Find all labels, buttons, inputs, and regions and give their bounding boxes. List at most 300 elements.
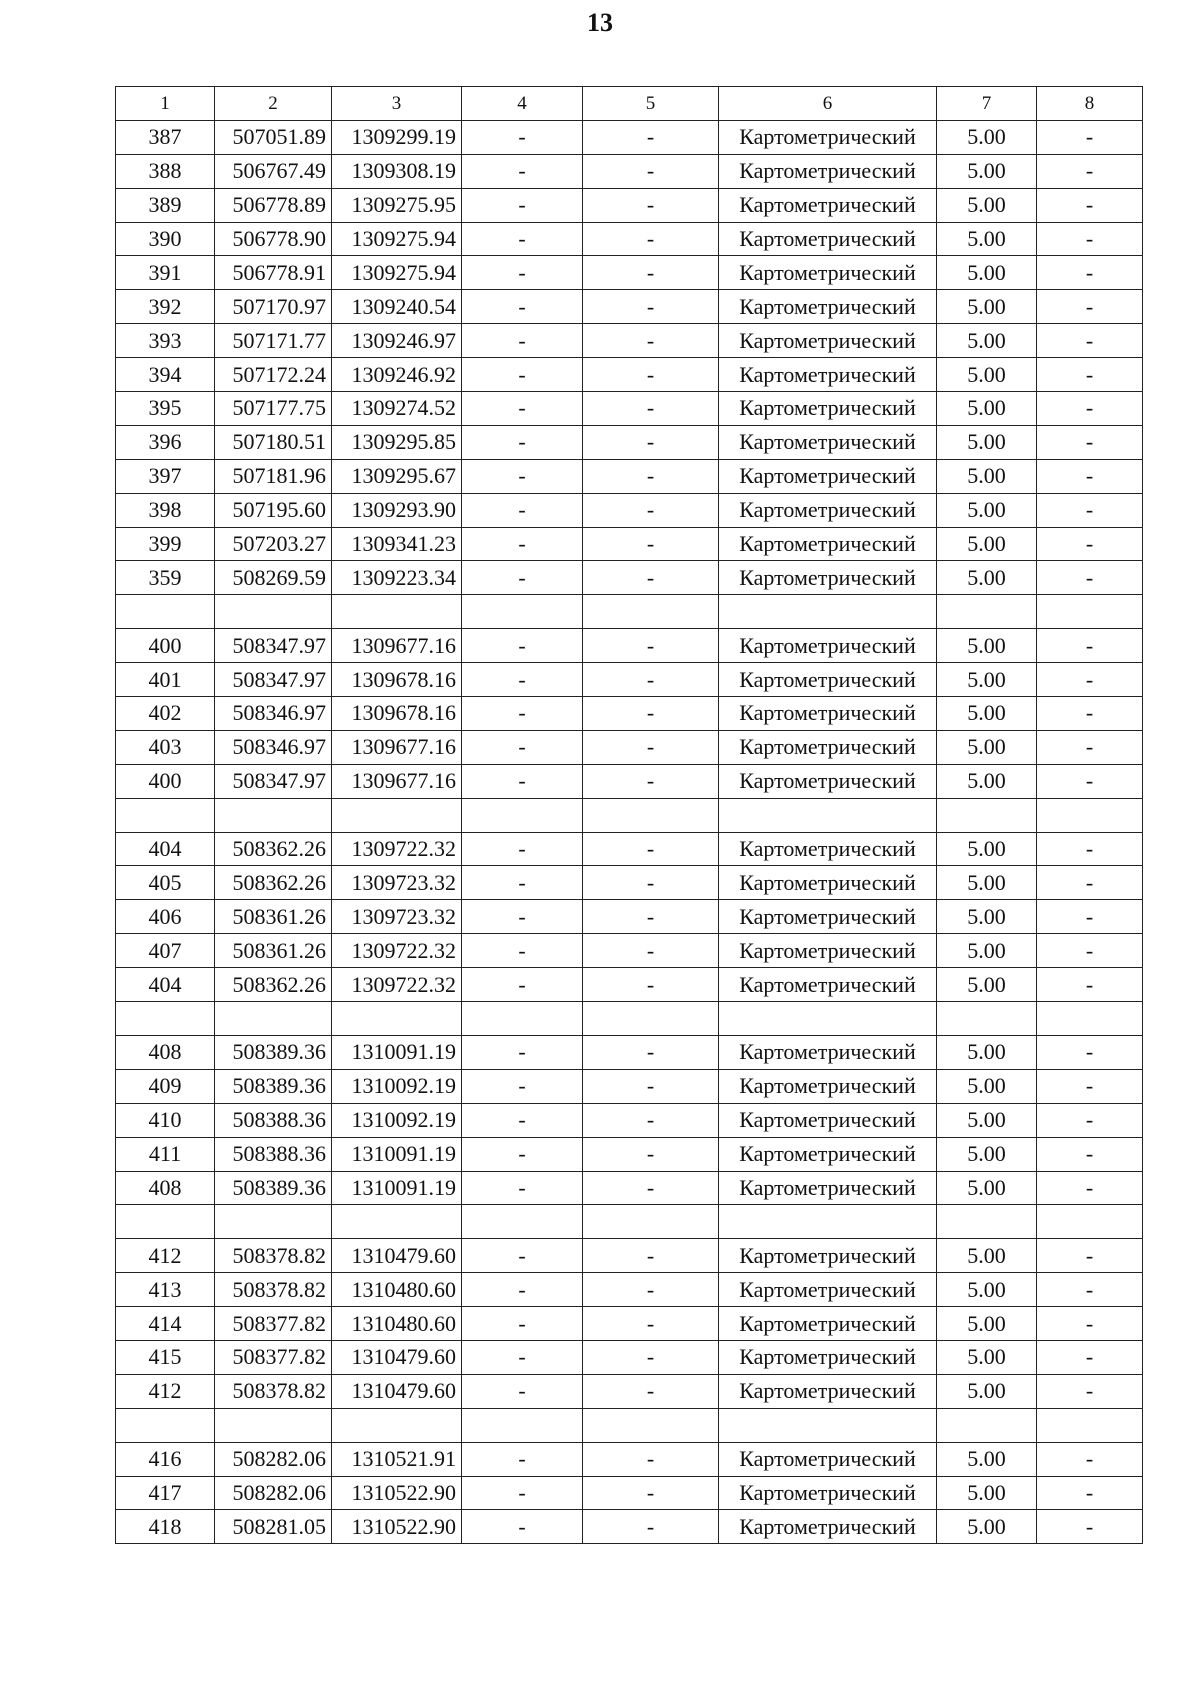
table-cell: 1310480.60 [332,1273,462,1307]
table-cell: - [1037,425,1143,459]
table-cell: 508378.82 [215,1374,332,1408]
table-cell: - [1037,1510,1143,1544]
table-cell: - [583,527,719,561]
table-cell: - [583,493,719,527]
table-cell: - [1037,188,1143,222]
table-row [116,1442,1143,1476]
table-cell: - [583,1239,719,1273]
table-row [116,1476,1143,1510]
table-cell: 5.00 [937,629,1037,663]
table-cell: 1309240.54 [332,290,462,324]
table-cell: - [583,697,719,731]
table-cell [1037,1205,1143,1239]
table-cell: 1309723.32 [332,866,462,900]
table-cell: 5.00 [937,256,1037,290]
table-cell: - [462,527,583,561]
table-cell: - [462,1476,583,1510]
table-cell: 5.00 [937,222,1037,256]
table-cell: 507170.97 [215,290,332,324]
table-cell: - [462,900,583,934]
table-cell: 508388.36 [215,1103,332,1137]
table-row [116,1340,1143,1374]
table-cell: 416 [116,1442,215,1476]
table-cell: - [583,1069,719,1103]
table-cell: - [462,1307,583,1341]
table-cell: 418 [116,1510,215,1544]
table-cell: 507195.60 [215,493,332,527]
table-cell [719,1205,937,1239]
table-cell [332,1408,462,1442]
table-cell: - [1037,493,1143,527]
table-body [116,120,1143,1543]
table-cell: Картометрический [719,1171,937,1205]
table-row [116,900,1143,934]
table-cell: 5.00 [937,1069,1037,1103]
table-cell: 408 [116,1035,215,1069]
table-cell: - [1037,764,1143,798]
table-cell: - [1037,120,1143,154]
table-cell: 508361.26 [215,934,332,968]
coordinates-table [115,86,1143,1544]
table-cell [719,1408,937,1442]
table-cell: - [583,1374,719,1408]
table-cell [215,798,332,832]
table-cell: - [1037,256,1143,290]
table-cell: - [462,120,583,154]
table-cell: 1309678.16 [332,697,462,731]
table-row [116,1103,1143,1137]
table-cell [332,1002,462,1036]
table-cell: - [583,1510,719,1544]
table-cell: 5.00 [937,1035,1037,1069]
table-cell: 508388.36 [215,1137,332,1171]
column-header-4: 4 [462,87,583,121]
table-cell: 396 [116,425,215,459]
table-cell: 5.00 [937,392,1037,426]
table-cell: Картометрический [719,425,937,459]
table-cell: 389 [116,188,215,222]
table-row [116,561,1143,595]
table-cell: 1309246.97 [332,324,462,358]
table-cell: 1310479.60 [332,1340,462,1374]
table-cell: Картометрический [719,764,937,798]
table-cell: Картометрический [719,1035,937,1069]
table-cell: - [583,222,719,256]
table-cell: - [462,934,583,968]
table-cell: Картометрический [719,1510,937,1544]
table-cell: 507172.24 [215,358,332,392]
table-cell [116,1002,215,1036]
table-cell: - [1037,154,1143,188]
table-cell: 1309295.85 [332,425,462,459]
table-cell: 1309678.16 [332,663,462,697]
table-cell: 5.00 [937,324,1037,358]
table-cell: 1309275.94 [332,222,462,256]
table-cell: 508362.26 [215,832,332,866]
table-cell: 393 [116,324,215,358]
table-cell: 401 [116,663,215,697]
table-cell: - [1037,561,1143,595]
table-cell [332,798,462,832]
table-cell: 508282.06 [215,1442,332,1476]
table-cell: - [1037,663,1143,697]
table-cell: - [583,663,719,697]
table-cell: 1310521.91 [332,1442,462,1476]
table-cell: - [1037,290,1143,324]
table-cell: - [462,968,583,1002]
table-cell: 508281.05 [215,1510,332,1544]
table-cell: - [583,1476,719,1510]
table-cell: 1310091.19 [332,1137,462,1171]
table-row [116,1137,1143,1171]
table-cell: - [583,154,719,188]
table-cell: - [462,188,583,222]
table-cell: - [583,256,719,290]
table-row [116,968,1143,1002]
table-cell: 417 [116,1476,215,1510]
table-cell [937,1408,1037,1442]
table-cell: 412 [116,1239,215,1273]
table-cell: 508378.82 [215,1239,332,1273]
table-cell: - [583,629,719,663]
column-header-5: 5 [583,87,719,121]
table-cell: Картометрический [719,1476,937,1510]
table-cell: - [462,1103,583,1137]
table-cell: - [583,832,719,866]
table-cell: - [1037,1069,1143,1103]
table-cell: 404 [116,968,215,1002]
table-cell: Картометрический [719,1137,937,1171]
table-cell: - [462,663,583,697]
table-cell: 5.00 [937,1103,1037,1137]
table-cell: - [1037,1476,1143,1510]
table-cell: - [583,1307,719,1341]
table-cell [937,1002,1037,1036]
table-cell: Картометрический [719,832,937,866]
table-cell: 405 [116,866,215,900]
table-cell: 392 [116,290,215,324]
table-cell: 1309308.19 [332,154,462,188]
table-cell [462,595,583,629]
table-cell: - [462,358,583,392]
table-cell: 414 [116,1307,215,1341]
table-cell: - [1037,866,1143,900]
table-cell: 5.00 [937,1307,1037,1341]
table-row [116,154,1143,188]
table-row [116,459,1143,493]
table-cell: 506778.89 [215,188,332,222]
table-cell: 1309341.23 [332,527,462,561]
separator-row [116,1408,1143,1442]
table-cell: 5.00 [937,493,1037,527]
table-cell: 1309677.16 [332,629,462,663]
table-header [116,87,1143,121]
table-cell: - [462,730,583,764]
table-cell: 1309275.95 [332,188,462,222]
table-cell [462,1408,583,1442]
table-cell: 507171.77 [215,324,332,358]
table-cell: 412 [116,1374,215,1408]
table-row [116,188,1143,222]
table-cell: - [462,1171,583,1205]
table-cell: - [462,764,583,798]
table-cell: 1310479.60 [332,1374,462,1408]
table-cell: - [462,561,583,595]
separator-row [116,1205,1143,1239]
separator-row [116,595,1143,629]
table-cell [719,1002,937,1036]
table-cell: 5.00 [937,188,1037,222]
table-cell: - [462,1374,583,1408]
table-row [116,392,1143,426]
table-cell: 408 [116,1171,215,1205]
table-cell: - [462,392,583,426]
table-row [116,120,1143,154]
table-cell: - [583,188,719,222]
table-cell: 1309677.16 [332,764,462,798]
table-cell: 5.00 [937,1476,1037,1510]
table-cell: 1310522.90 [332,1510,462,1544]
table-cell: - [583,764,719,798]
table-cell: - [462,290,583,324]
table-cell: 406 [116,900,215,934]
table-cell: 506778.91 [215,256,332,290]
table-cell [583,798,719,832]
table-cell: - [462,1510,583,1544]
table-row [116,832,1143,866]
table-cell: 399 [116,527,215,561]
column-header-3: 3 [332,87,462,121]
table-cell: 5.00 [937,832,1037,866]
table-cell: 1309722.32 [332,832,462,866]
table-cell [462,798,583,832]
table-cell: - [462,425,583,459]
table-cell [332,1205,462,1239]
table-cell: - [462,1137,583,1171]
table-cell [462,1205,583,1239]
table-cell: Картометрический [719,1273,937,1307]
table-cell [583,1205,719,1239]
table-cell: - [1037,1442,1143,1476]
separator-row [116,1002,1143,1036]
table-row [116,1307,1143,1341]
table-cell [215,595,332,629]
table-row [116,1239,1143,1273]
table-row [116,1171,1143,1205]
table-cell: 391 [116,256,215,290]
table-cell: 1309275.94 [332,256,462,290]
table-cell: - [1037,900,1143,934]
table-row [116,764,1143,798]
table-cell: 1310092.19 [332,1103,462,1137]
table-cell: - [1037,324,1143,358]
table-row [116,866,1143,900]
table-cell: 506778.90 [215,222,332,256]
table-cell: 1309293.90 [332,493,462,527]
table-cell: Картометрический [719,900,937,934]
table-cell: - [462,1239,583,1273]
table-cell [937,1205,1037,1239]
table-cell: 5.00 [937,900,1037,934]
table-row [116,527,1143,561]
table-cell: - [1037,1137,1143,1171]
table-cell: - [1037,1273,1143,1307]
table-cell: Картометрический [719,934,937,968]
table-cell: 506767.49 [215,154,332,188]
table-cell: 1309223.34 [332,561,462,595]
table-cell: 508378.82 [215,1273,332,1307]
table-cell: - [462,1442,583,1476]
table-cell [937,595,1037,629]
page-number: 13 [587,8,613,37]
table-cell [116,1205,215,1239]
table-cell: - [1037,697,1143,731]
table-cell: - [1037,1103,1143,1137]
table-cell [583,1002,719,1036]
table-cell: - [462,256,583,290]
table-cell: 508282.06 [215,1476,332,1510]
table-cell: 387 [116,120,215,154]
table-cell [332,595,462,629]
table-cell [116,1408,215,1442]
table-row [116,222,1143,256]
table-cell: 5.00 [937,1340,1037,1374]
table-row [116,1510,1143,1544]
table-cell: 410 [116,1103,215,1137]
table-cell: 5.00 [937,561,1037,595]
table-cell: 5.00 [937,120,1037,154]
table-cell: 1309722.32 [332,934,462,968]
table-cell: - [462,493,583,527]
table-cell: 388 [116,154,215,188]
table-cell: Картометрический [719,1442,937,1476]
table-cell: 507180.51 [215,425,332,459]
table-cell [583,595,719,629]
column-header-8: 8 [1037,87,1143,121]
table-cell: 1310092.19 [332,1069,462,1103]
column-header-6: 6 [719,87,937,121]
table-cell: Картометрический [719,493,937,527]
table-cell: - [583,1171,719,1205]
table-cell: 5.00 [937,1374,1037,1408]
table-cell: - [1037,1340,1143,1374]
table-cell: 1310091.19 [332,1171,462,1205]
table-row [116,425,1143,459]
table-cell: - [1037,730,1143,764]
table-row [116,1273,1143,1307]
table-cell: Картометрический [719,392,937,426]
table-cell: Картометрический [719,697,937,731]
column-header-2: 2 [215,87,332,121]
table-cell [719,595,937,629]
table-cell: - [1037,934,1143,968]
table-cell: 508362.26 [215,968,332,1002]
table-row [116,1069,1143,1103]
table-cell: Картометрический [719,663,937,697]
table-cell: 5.00 [937,1239,1037,1273]
table-cell: Картометрический [719,459,937,493]
table-cell: Картометрический [719,866,937,900]
table-row [116,358,1143,392]
table-cell: Картометрический [719,968,937,1002]
table-cell: 508347.97 [215,629,332,663]
table-cell: - [583,459,719,493]
table-row [116,934,1143,968]
table-cell: 508362.26 [215,866,332,900]
table-cell: 508346.97 [215,697,332,731]
table-cell: 402 [116,697,215,731]
table-cell: 1309246.92 [332,358,462,392]
table-cell: Картометрический [719,1374,937,1408]
table-cell: - [1037,392,1143,426]
table-cell: 1309299.19 [332,120,462,154]
table-cell [215,1002,332,1036]
table-cell: - [583,425,719,459]
table-cell: - [1037,832,1143,866]
table-row [116,1035,1143,1069]
table-cell: 5.00 [937,154,1037,188]
table-row [116,1374,1143,1408]
table-cell: 508389.36 [215,1069,332,1103]
table-cell: 508377.82 [215,1340,332,1374]
table-cell: 5.00 [937,1273,1037,1307]
table-cell: Картометрический [719,1103,937,1137]
table-cell: Картометрический [719,1069,937,1103]
table-cell: 5.00 [937,1442,1037,1476]
table-cell: 5.00 [937,934,1037,968]
table-cell: 507051.89 [215,120,332,154]
separator-row [116,798,1143,832]
column-header-1: 1 [116,87,215,121]
table-cell: - [462,1340,583,1374]
table-cell: - [1037,629,1143,663]
table-cell: 5.00 [937,527,1037,561]
table-cell: 5.00 [937,663,1037,697]
table-cell: - [583,324,719,358]
table-cell: 508377.82 [215,1307,332,1341]
table-row [116,290,1143,324]
table-cell: - [583,1340,719,1374]
table-cell: 400 [116,764,215,798]
table-row [116,730,1143,764]
table-cell [116,798,215,832]
table-cell: 5.00 [937,1137,1037,1171]
table-cell: - [583,900,719,934]
table-cell: - [462,459,583,493]
table-cell: 508347.97 [215,663,332,697]
table-cell: - [583,358,719,392]
table-cell: 398 [116,493,215,527]
table-cell: 359 [116,561,215,595]
table-cell: - [1037,222,1143,256]
table-cell: 508389.36 [215,1035,332,1069]
table-cell: - [583,1035,719,1069]
table-cell: 1310479.60 [332,1239,462,1273]
table-cell: 390 [116,222,215,256]
table-cell: Картометрический [719,527,937,561]
table-cell: 5.00 [937,730,1037,764]
table-cell: 1309677.16 [332,730,462,764]
table-cell: 5.00 [937,1171,1037,1205]
table-cell: Картометрический [719,730,937,764]
table-cell: 5.00 [937,1510,1037,1544]
table-row [116,324,1143,358]
table-cell [215,1205,332,1239]
table-cell: 1309295.67 [332,459,462,493]
table-cell: 5.00 [937,697,1037,731]
table-cell: 507177.75 [215,392,332,426]
table-cell: - [462,324,583,358]
